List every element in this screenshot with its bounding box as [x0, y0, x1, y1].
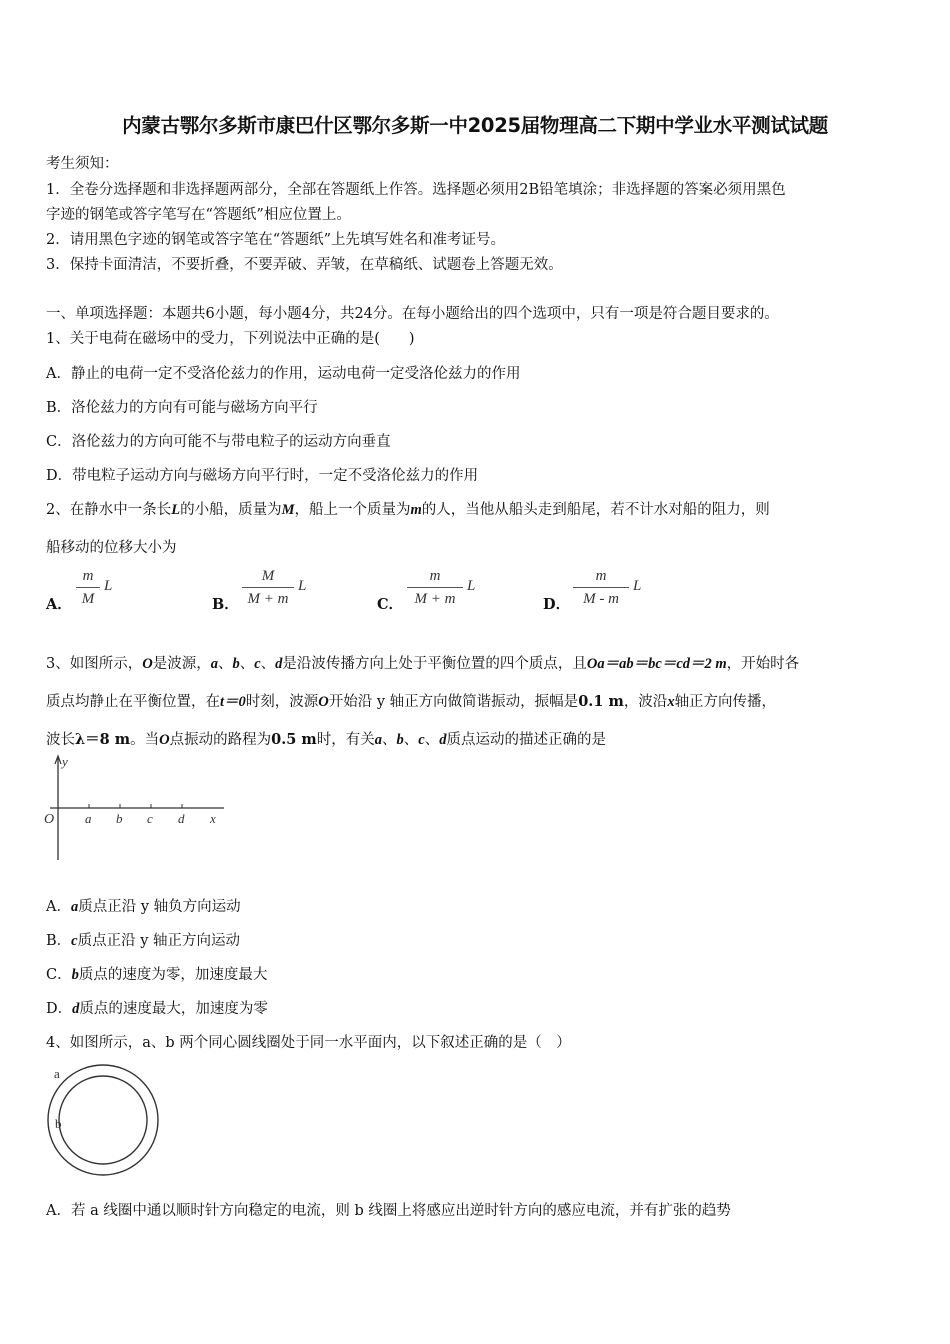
q3-text: 、 — [382, 732, 397, 748]
page-title: 内蒙古鄂尔多斯市康巴什区鄂尔多斯一中2025届物理高二下期中学业水平测试试题 — [122, 114, 828, 137]
q3-text: 。当 — [130, 732, 160, 748]
q2-stem-part: 的小船，质量为 — [180, 502, 282, 518]
q3-text: 、 — [403, 732, 419, 748]
label-d: d — [178, 811, 185, 826]
q2-option-a-label: A． — [46, 596, 72, 613]
q3-var: c — [418, 732, 425, 748]
q2-var-M: M — [281, 502, 295, 518]
option-label: A． — [46, 899, 71, 915]
q2-option-b-fraction — [242, 566, 294, 609]
q2-option-a-length: L — [104, 578, 113, 594]
q2-options — [46, 566, 906, 618]
q1-stem: 1、关于电荷在磁场中的受力，下列说法中正确的是( ) — [46, 331, 415, 347]
notice-item-1: 1．全卷分选择题和非选择题两部分，全部在答题纸上作答。选择题必须用2B铅笔填涂；非选择题的答案必须用黑色 — [46, 182, 786, 198]
q1-option-a — [46, 362, 520, 383]
q3-text: 质点运动的描述正确的是 — [446, 732, 606, 748]
q3-var: a — [374, 732, 383, 748]
q3-var: c — [71, 933, 78, 949]
q3-text: 点振动的路程为 — [169, 732, 272, 748]
q1-option-d-text: D．带电粒子运动方向与磁场方向平行时，一定不受洛伦兹力的作用 — [46, 468, 479, 484]
coil-a-circle — [48, 1065, 158, 1175]
q3-option-c — [46, 963, 267, 984]
q3-option-a — [46, 895, 241, 916]
q3-var: O — [159, 732, 170, 748]
concentric-coils-figure — [44, 1062, 164, 1180]
q1-option-a-text: A．静止的电荷一定不受洛伦兹力的作用，运动电荷一定受洛伦兹力的作用 — [46, 366, 521, 382]
q2-option-d-label: D． — [543, 596, 571, 613]
q3-text: 轴正方向传播， — [674, 694, 777, 710]
q2-option-a-fraction — [76, 566, 100, 609]
q2-option-d-length: L — [633, 578, 642, 594]
q3-text: 、 — [239, 656, 255, 672]
q4-option-a — [46, 1199, 731, 1220]
option-text: 质点正沿 y 轴正方向运动 — [77, 933, 241, 949]
q1-option-d — [46, 464, 478, 485]
fraction-denominator: M - m — [583, 591, 619, 607]
coil-b-circle — [59, 1076, 147, 1164]
q3-text: 时刻，波源 — [245, 694, 319, 710]
q2-stem-part: 2、在静水中一条长 — [46, 502, 172, 518]
q3-var: d — [275, 656, 283, 672]
q3-text: 质点均静止在平衡位置，在 — [46, 694, 220, 710]
q2-var-m: m — [410, 502, 422, 518]
q1-option-c — [46, 430, 391, 451]
q3-var: a — [210, 656, 218, 672]
coil-b-label: b — [55, 1116, 62, 1131]
q2-var-L: L — [171, 502, 181, 518]
notice-item-1-cont: 字迹的钢笔或答字笔写在“答题纸”相应位置上。 — [46, 207, 351, 223]
fraction-numerator: m — [595, 568, 607, 584]
q2-option-c-fraction — [407, 566, 463, 609]
section-heading: 一、单项选择题：本题共6小题，每小题4分，共24分。在每小题给出的四个选项中，只有一项是符合题目要求的。 — [46, 306, 779, 322]
q3-option-d — [46, 997, 268, 1018]
q3-stem-line1 — [46, 652, 799, 673]
q3-var: a — [70, 899, 79, 915]
option-label: D． — [46, 1001, 73, 1017]
q3-var: d — [72, 1001, 80, 1017]
notice-heading: 考生须知： — [46, 156, 119, 172]
fraction-numerator: M — [261, 568, 275, 584]
q2-stem — [46, 498, 770, 519]
q2-option-b-label: B． — [212, 596, 239, 613]
q3-var: 0.1 m — [578, 693, 624, 710]
q2-stem-part: ，船上一个质量为 — [294, 502, 411, 518]
wave-axis-figure — [40, 752, 240, 864]
option-text: A．若 a 线圈中通以顺时针方向稳定的电流，则 b 线圈上将感应出逆时针方向的感应电流，并有扩张的趋势 — [46, 1203, 731, 1219]
q3-text: 波长 — [46, 732, 75, 748]
q2-option-c-label: C． — [377, 596, 404, 613]
q3-var: b — [71, 967, 79, 983]
q3-text: 开始沿 y 轴正方向做简谐振动，振幅是 — [328, 694, 579, 710]
option-label: C． — [46, 967, 72, 983]
q4-stem: 4、如图所示，a、b 两个同心圆线圈处于同一水平面内，以下叙述正确的是（ ） — [46, 1035, 571, 1051]
fraction-denominator: M + m — [247, 591, 289, 607]
coil-a-label: a — [54, 1066, 60, 1081]
q2-stem-line2: 船移动的位移大小为 — [46, 540, 177, 556]
fraction-numerator: m — [82, 568, 94, 584]
q3-stem-line2 — [46, 690, 776, 711]
q3-var: x — [667, 694, 675, 710]
fraction-numerator: m — [429, 568, 441, 584]
q3-var: b — [232, 656, 240, 672]
q3-var: d — [439, 732, 447, 748]
label-origin: O — [44, 812, 55, 827]
option-text: 质点正沿 y 轴负方向运动 — [78, 899, 241, 915]
label-c: c — [147, 811, 153, 826]
q2-option-b-length: L — [298, 578, 307, 594]
option-text: 质点的速度最大，加速度为零 — [79, 1001, 268, 1017]
notice-item-2: 2．请用黑色字迹的钢笔或答字笔在“答题纸”上先填写姓名和准考证号。 — [46, 232, 506, 248]
q3-text: 是波源， — [152, 656, 211, 672]
q1-option-c-text: C．洛伦兹力的方向可能不与带电粒子的运动方向垂直 — [46, 434, 391, 450]
q3-var: O — [318, 694, 329, 710]
q3-var: λ＝8 m — [75, 731, 131, 748]
q1-option-b — [46, 396, 318, 417]
q3-text: 是沿波传播方向上处于平衡位置的四个质点，且 — [282, 656, 587, 672]
label-x: x — [210, 811, 216, 826]
q2-option-d-fraction — [573, 566, 629, 609]
q3-text: ，波沿 — [623, 694, 668, 710]
fraction-denominator: M — [81, 591, 95, 607]
q3-stem-line3 — [46, 728, 606, 749]
q3-option-b — [46, 929, 240, 950]
q3-text: 时，有关 — [316, 732, 375, 748]
q2-option-c-length: L — [467, 578, 476, 594]
option-label: B． — [46, 933, 72, 949]
q3-text: 3、如图所示， — [46, 656, 143, 672]
q3-var: b — [396, 732, 404, 748]
q3-text: ，开始时各 — [726, 656, 800, 672]
label-a: a — [85, 811, 92, 826]
q2-stem-part: 的人，当他从船头走到船尾，若不计水对船的阻力，则 — [421, 502, 770, 518]
q3-var: O — [142, 656, 153, 672]
q3-var: c — [254, 656, 261, 672]
q3-var: Oa＝ab＝bc＝cd＝2 m — [586, 656, 727, 672]
q1-option-b-text: B．洛伦兹力的方向有可能与磁场方向平行 — [46, 400, 318, 416]
q3-text: 、 — [260, 656, 276, 672]
q3-var: 0.5 m — [271, 731, 317, 748]
label-b: b — [116, 811, 123, 826]
notice-item-3: 3．保持卡面清洁，不要折叠，不要弄破、弄皱，在草稿纸、试题卷上答题无效。 — [46, 257, 563, 273]
option-text: 质点的速度为零，加速度最大 — [78, 967, 268, 983]
fraction-denominator: M + m — [414, 591, 456, 607]
label-y: y — [62, 754, 68, 769]
q3-text: 、 — [424, 732, 440, 748]
q3-var: t＝0 — [220, 694, 246, 710]
q3-text: 、 — [217, 656, 233, 672]
